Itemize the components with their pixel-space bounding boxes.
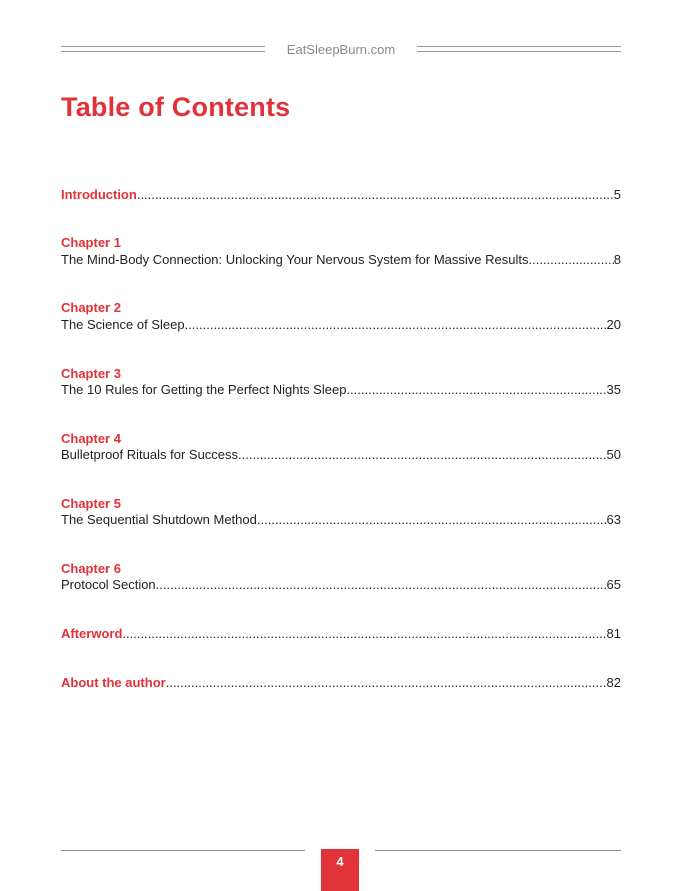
toc-entry-chapter-5[interactable] [61, 512, 621, 528]
toc-entry-about-author[interactable] [61, 675, 621, 691]
chapter-heading-5: Chapter 5 [61, 496, 121, 511]
toc-page-number: 35 [606, 382, 621, 397]
toc-entry-chapter-1[interactable] [61, 252, 621, 268]
toc-entry-introduction[interactable] [61, 187, 621, 203]
chapter-heading-6: Chapter 6 [61, 561, 121, 576]
chapter-heading-2: Chapter 2 [61, 300, 121, 315]
dot-leader [156, 577, 607, 593]
chapter-heading-3: Chapter 3 [61, 366, 121, 381]
dot-leader [122, 626, 606, 642]
footer-rule-right [375, 850, 621, 851]
toc-page-number: 63 [606, 512, 621, 527]
toc-entry-chapter-2[interactable] [61, 317, 621, 333]
toc-page-number: 20 [606, 317, 621, 332]
site-name: EatSleepBurn.com [286, 42, 396, 57]
dot-leader [166, 675, 607, 691]
chapter-heading-1: Chapter 1 [61, 235, 121, 250]
toc-page-number: 5 [613, 187, 621, 202]
toc-entry-title: The 10 Rules for Getting the Perfect Nights Sleep [61, 382, 347, 397]
dot-leader [257, 512, 607, 528]
toc-page-number: 8 [613, 252, 621, 267]
toc-entry-title: Protocol Section [61, 577, 156, 592]
toc-page-number: 65 [606, 577, 621, 592]
toc-entry-title: The Science of Sleep [61, 317, 185, 332]
dot-leader [346, 382, 606, 398]
toc-entry-chapter-4[interactable] [61, 447, 621, 463]
dot-leader [185, 317, 607, 333]
toc-entry-title: The Sequential Shutdown Method [61, 512, 257, 527]
toc-entry-title: Bulletproof Rituals for Success [61, 447, 239, 462]
toc-entry-label: Introduction [61, 187, 137, 202]
footer-rule-left [61, 850, 305, 851]
toc-entry-title: The Mind-Body Connection: Unlocking Your Nervous System for Massive Results [61, 252, 529, 267]
toc-entry-afterword[interactable] [61, 626, 621, 642]
chapter-heading-4: Chapter 4 [61, 431, 121, 446]
dot-leader [238, 447, 607, 463]
table-of-contents [61, 0, 621, 891]
dot-leader [529, 252, 614, 268]
page-number-badge: 4 [321, 849, 359, 891]
toc-entry-label: About the author [61, 675, 166, 690]
toc-entry-label: Afterword [61, 626, 123, 641]
toc-page-number: 81 [606, 626, 621, 641]
toc-page-number: 50 [606, 447, 621, 462]
page-title: Table of Contents [61, 92, 291, 122]
dot-leader [137, 187, 614, 203]
toc-page-number: 82 [606, 675, 621, 690]
toc-entry-chapter-6[interactable] [61, 577, 621, 593]
toc-entry-chapter-3[interactable] [61, 382, 621, 398]
